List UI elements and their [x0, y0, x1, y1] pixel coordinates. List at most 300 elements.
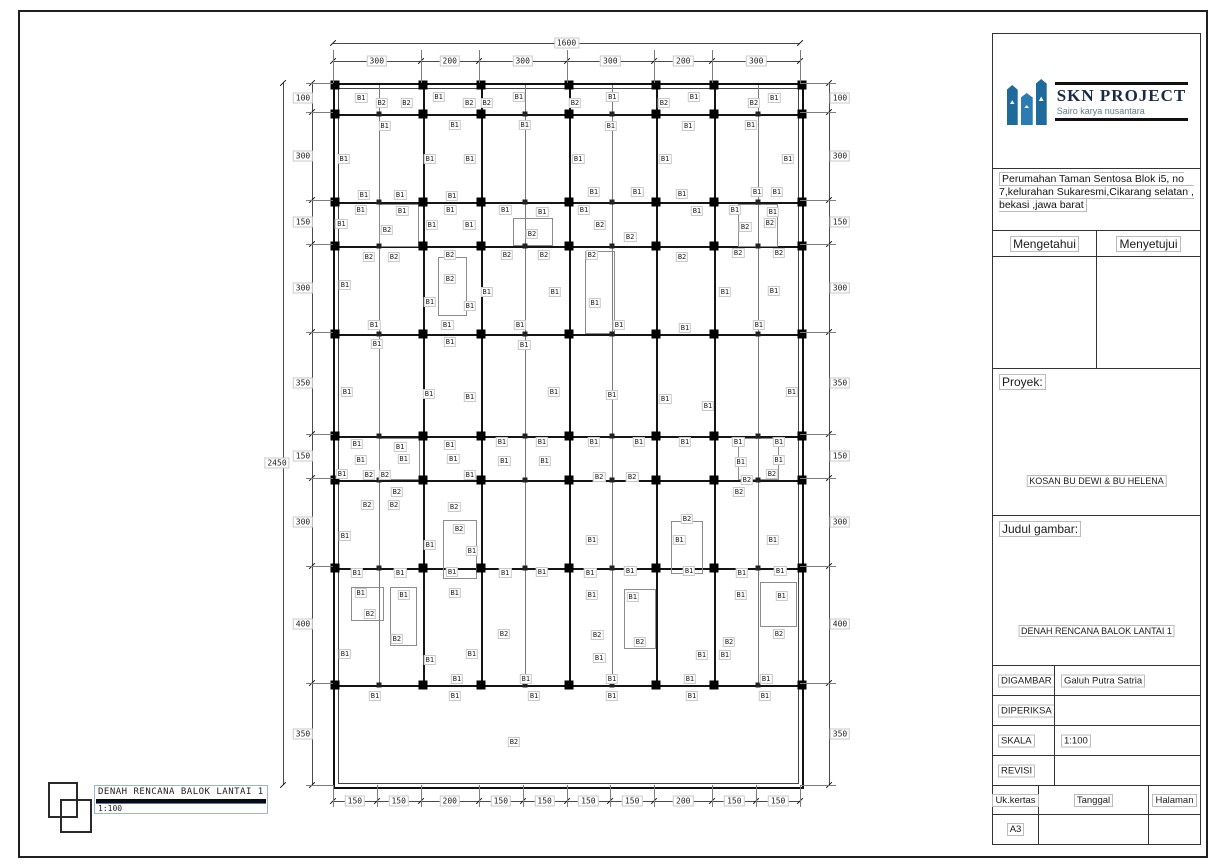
secondary-beam-outline [438, 257, 467, 316]
beam-label-b2: B2 [392, 488, 402, 497]
dim-top-seg: 300 [746, 56, 766, 67]
beam-label-b2: B2 [449, 503, 459, 512]
column-marker [652, 432, 661, 441]
dim-right-seg: 150 [830, 450, 850, 461]
beam-label-b1: B1 [339, 155, 348, 163]
beam-label-b1: B1 [550, 287, 559, 296]
beam-label-b1: B1 [746, 121, 756, 130]
diperiksa-label: DIPERIKSA [998, 704, 1055, 717]
beam-label-b1: B1 [720, 651, 730, 660]
beam-label-b2: B2 [465, 98, 474, 107]
beam-label-b2: B2 [539, 250, 549, 259]
beam-label-b1: B1 [579, 205, 589, 214]
dim-ext-left [306, 112, 333, 113]
column-marker [564, 81, 573, 90]
column-marker-small [610, 565, 615, 570]
table-row-diperiksa [993, 696, 1200, 726]
beam-label-b1: B1 [445, 337, 455, 346]
beam-label-b1: B1 [445, 441, 455, 450]
dim-ext-left [306, 244, 333, 245]
column-marker [564, 432, 573, 441]
secondary-beam-outline [760, 582, 797, 626]
dim-bottom-seg: 150 [388, 796, 408, 807]
column-marker [418, 110, 427, 119]
column-marker [652, 81, 661, 90]
column-marker-small [376, 243, 381, 248]
column-marker [652, 329, 661, 338]
dim-ext-left [306, 785, 333, 786]
dim-ext-right [800, 683, 836, 684]
digambar-value: Galuh Putra Satria [1061, 674, 1145, 687]
beam-label-b1: B1 [427, 220, 437, 229]
dim-ext-bottom [567, 785, 568, 807]
beam-label-b1: B1 [529, 692, 539, 701]
dim-ext-top [800, 50, 801, 83]
beam-label-b1: B1 [607, 675, 617, 684]
column-marker [798, 475, 807, 484]
beam-label-b1: B1 [467, 546, 477, 555]
beam-label-b1: B1 [482, 287, 491, 296]
beam-label-b1: B1 [372, 339, 382, 348]
beam-label-b2: B2 [749, 99, 759, 108]
dim-ext-left [306, 434, 333, 435]
beam-label-b2: B2 [587, 250, 597, 259]
column-marker [710, 475, 719, 484]
dim-ext-bottom [523, 785, 524, 807]
beam-label-b1: B1 [769, 286, 779, 295]
column-marker-small [376, 200, 381, 205]
dim-top-seg: 300 [367, 56, 387, 67]
beam-label-b1: B1 [634, 438, 644, 447]
beam-label-b2: B2 [625, 232, 635, 241]
dim-ext-left [306, 83, 333, 84]
beam-label-b1: B1 [359, 190, 369, 199]
column-marker [418, 329, 427, 338]
beam-label-b1: B1 [697, 651, 707, 660]
beam-label-b1: B1 [754, 320, 764, 329]
dim-right-seg: 150 [830, 216, 850, 227]
column-marker [476, 110, 485, 119]
column-marker [476, 241, 485, 250]
main-beam-vertical [569, 85, 571, 685]
column-marker [652, 563, 661, 572]
signature-cell-left [993, 257, 1097, 368]
beam-label-b1: B1 [730, 205, 740, 214]
beam-label-b1: B1 [399, 591, 408, 600]
column-marker [798, 329, 807, 338]
column-marker [798, 81, 807, 90]
beam-label-b1: B1 [692, 206, 702, 215]
beam-label-b1: B1 [340, 280, 350, 289]
beam-label-b1: B1 [356, 455, 365, 464]
beam-label-b1: B1 [515, 320, 525, 329]
column-marker [710, 329, 719, 338]
column-marker-small [376, 565, 381, 570]
beam-label-b1: B1 [465, 220, 474, 229]
beam-label-b1: B1 [465, 155, 475, 163]
column-marker-small [522, 243, 527, 248]
beam-label-b1: B1 [703, 401, 713, 410]
beam-label-b1: B1 [768, 207, 778, 216]
main-beam-vertical [656, 85, 658, 685]
beam-label-b2: B2 [364, 252, 374, 261]
column-marker [564, 563, 573, 572]
column-marker-small [756, 200, 761, 205]
beam-label-b2: B2 [509, 737, 519, 746]
dim-left-seg: 350 [293, 377, 313, 388]
beam-label-b1: B1 [465, 301, 475, 310]
beam-label-b1: B1 [497, 438, 507, 447]
column-marker-small [756, 243, 761, 248]
beam-label-b1: B1 [608, 93, 617, 102]
secondary-beam-vertical [612, 85, 613, 685]
beam-label-b1: B1 [737, 568, 747, 577]
column-marker [418, 432, 427, 441]
dim-ext-top [567, 50, 568, 83]
beam-label-b2: B2 [392, 635, 402, 644]
beam-label-b1: B1 [589, 437, 599, 446]
beam-label-b1: B1 [450, 692, 460, 701]
beam-label-b1: B1 [768, 535, 778, 544]
beam-label-b1: B1 [720, 287, 730, 296]
beam-label-b1: B1 [434, 93, 443, 102]
column-marker [652, 241, 661, 250]
column-marker [652, 110, 661, 119]
beam-label-b2: B2 [502, 250, 512, 259]
column-marker-small [522, 565, 527, 570]
column-marker [564, 241, 573, 250]
column-marker [710, 81, 719, 90]
main-beam-vertical [714, 85, 716, 685]
beam-label-b2: B2 [402, 98, 411, 107]
paper-size-label: Uk.kertas [992, 794, 1038, 807]
beam-label-b2: B2 [594, 472, 604, 481]
dim-total-height: 2450 [264, 458, 289, 469]
column-marker [710, 241, 719, 250]
beam-label-b1: B1 [752, 188, 762, 197]
beam-label-b1: B1 [590, 298, 599, 307]
beam-label-b1: B1 [500, 205, 510, 214]
beam-label-b1: B1 [540, 456, 549, 465]
dim-ext-top [654, 50, 655, 83]
column-marker [564, 110, 573, 119]
column-marker-small [610, 200, 615, 205]
dim-bottom-seg: 200 [440, 796, 460, 807]
dim-ext-bottom [756, 785, 757, 807]
dim-ext-bottom [712, 785, 713, 807]
beam-label-b1: B1 [537, 568, 547, 576]
beam-label-b2: B2 [389, 501, 399, 510]
column-marker [331, 680, 340, 689]
column-marker [331, 81, 340, 90]
column-marker [331, 241, 340, 250]
dim-left-seg: 150 [293, 450, 313, 461]
beam-label-b1: B1 [425, 656, 435, 665]
beam-label-b1: B1 [677, 189, 687, 198]
beam-label-b2: B2 [635, 638, 645, 647]
skala-label: SKALA [998, 734, 1035, 747]
dim-bottom-seg: 150 [491, 796, 511, 807]
beam-label-b1: B1 [683, 121, 693, 130]
dim-ext-left [306, 200, 333, 201]
column-marker [798, 680, 807, 689]
beam-label-b1: B1 [628, 593, 637, 602]
project-section [993, 369, 1200, 516]
dim-ext-left [306, 683, 333, 684]
table-row-digambar [993, 666, 1200, 696]
dim-ext-right [800, 434, 836, 435]
beam-label-b2: B2 [377, 98, 386, 107]
dim-bottom-seg: 150 [534, 796, 554, 807]
beam-label-b1: B1 [573, 155, 583, 163]
beam-label-b1: B1 [770, 94, 779, 103]
dim-bottom-seg: 150 [345, 796, 365, 807]
beam-label-b1: B1 [465, 471, 475, 480]
column-marker [798, 563, 807, 572]
beam-label-b1: B1 [537, 438, 547, 447]
dim-left-seg: 300 [293, 516, 313, 527]
beam-label-b1: B1 [520, 121, 529, 130]
dim-right-seg: 300 [830, 516, 850, 527]
approve-left-label: Mengetahui [1010, 236, 1079, 252]
dim-line-left-total [283, 83, 284, 785]
column-marker-small [376, 434, 381, 439]
address-cell [993, 169, 1200, 231]
beam-label-b1: B1 [607, 390, 617, 399]
beam-label-b1: B1 [587, 591, 597, 600]
dim-right-seg: 400 [830, 619, 850, 630]
column-marker [476, 563, 485, 572]
beam-label-b1: B1 [369, 320, 379, 329]
dim-left-seg: 350 [293, 728, 313, 739]
beam-label-b2: B2 [774, 630, 784, 639]
beam-label-b2: B2 [527, 229, 537, 238]
column-marker [798, 432, 807, 441]
beam-label-b1: B1 [448, 454, 458, 463]
beam-label-b1: B1 [680, 323, 690, 332]
beam-label-b1: B1 [775, 567, 785, 576]
column-marker-small [610, 477, 615, 482]
dim-ext-right [800, 112, 836, 113]
dim-ext-bottom [654, 785, 655, 807]
beam-label-b2: B2 [724, 638, 734, 647]
beam-label-b1: B1 [452, 675, 462, 684]
column-marker-small [610, 331, 615, 336]
dim-top-seg: 300 [512, 56, 532, 67]
beam-label-b2: B2 [454, 525, 464, 533]
caption-text-box[interactable] [94, 785, 268, 814]
dim-ext-right [800, 83, 836, 84]
column-marker [418, 680, 427, 689]
digambar-label: DIGAMBAR [998, 674, 1055, 687]
column-marker [331, 198, 340, 207]
column-marker [564, 329, 573, 338]
column-marker [331, 329, 340, 338]
beam-label-b2: B2 [765, 218, 775, 227]
caption-square-icon-front [60, 799, 92, 833]
beam-label-b1: B1 [549, 388, 559, 397]
footer-value-row [993, 815, 1200, 844]
beam-label-b1: B1 [761, 675, 771, 684]
column-marker [418, 241, 427, 250]
beam-label-b1: B1 [772, 188, 782, 197]
beam-label-b1: B1 [356, 205, 365, 214]
dim-bottom-seg: 150 [724, 796, 744, 807]
beam-label-b1: B1 [397, 207, 407, 216]
floor-plan-canvas [333, 83, 804, 789]
column-marker [476, 680, 485, 689]
beam-label-b2: B2 [362, 501, 372, 510]
column-marker [476, 81, 485, 90]
beam-label-b1: B1 [684, 567, 694, 576]
column-marker [652, 475, 661, 484]
dim-bottom-seg: 150 [578, 796, 598, 807]
beam-label-b1: B1 [446, 205, 455, 214]
beam-label-b1: B1 [447, 568, 457, 576]
beam-label-b1: B1 [660, 394, 670, 403]
dim-right-seg: 300 [830, 151, 850, 162]
beam-label-b1: B1 [399, 454, 408, 463]
column-marker [564, 198, 573, 207]
column-marker-small [610, 243, 615, 248]
column-marker [564, 680, 573, 689]
dim-bottom-seg: 150 [622, 796, 642, 807]
caption-title: DENAH RENCANA BALOK LANTAI 1 [98, 787, 264, 797]
beam-label-b1: B1 [774, 438, 784, 447]
column-marker [476, 432, 485, 441]
beam-label-b1: B1 [467, 650, 477, 659]
column-marker [331, 563, 340, 572]
column-marker [710, 563, 719, 572]
beam-label-b1: B1 [450, 589, 459, 598]
drawing-title-section [993, 516, 1200, 666]
beam-label-b1: B1 [733, 438, 743, 447]
dim-left-seg: 150 [293, 216, 313, 227]
beam-label-b1: B1 [614, 320, 624, 329]
beam-label-b1: B1 [787, 388, 796, 397]
column-marker [476, 475, 485, 484]
beam-label-b2: B2 [389, 252, 399, 261]
column-marker [564, 475, 573, 484]
date-label: Tanggal [1074, 794, 1113, 807]
column-marker-small [522, 331, 527, 336]
column-marker [418, 81, 427, 90]
dim-ext-top [479, 50, 480, 83]
dim-ext-bottom [421, 785, 422, 807]
beam-label-b2: B2 [482, 98, 491, 107]
beam-label-b1: B1 [675, 535, 684, 544]
dim-bottom-seg: 200 [673, 796, 693, 807]
column-marker-small [376, 331, 381, 336]
beam-label-b1: B1 [425, 155, 435, 163]
beam-label-b1: B1 [342, 388, 352, 397]
dim-ext-right [800, 200, 836, 201]
beam-label-b2: B2 [380, 471, 390, 480]
beam-label-b1: B1 [689, 93, 699, 102]
dim-ext-bottom [800, 785, 801, 807]
beam-label-b1: B1 [606, 121, 616, 130]
dim-ext-bottom [333, 785, 334, 807]
beam-label-b2: B2 [445, 250, 455, 259]
column-marker [418, 475, 427, 484]
dim-ext-right [800, 332, 836, 333]
project-label: Proyek: [999, 374, 1046, 390]
column-marker-small [756, 331, 761, 336]
beam-label-b1: B1 [500, 568, 510, 577]
brand-text [1055, 82, 1189, 121]
beam-label-b1: B1 [425, 541, 435, 550]
beam-label-b2: B2 [627, 472, 637, 481]
brand-tagline: Sairo karya nusantara [1056, 105, 1145, 116]
beam-label-b1: B1 [424, 389, 434, 398]
beam-label-b2: B2 [659, 99, 669, 108]
column-marker-small [610, 434, 615, 439]
main-beam-vertical [481, 85, 483, 685]
column-marker [652, 680, 661, 689]
footer-header-row [993, 786, 1200, 815]
skala-value: 1:100 [1061, 734, 1091, 747]
beam-label-b1: B1 [585, 568, 595, 577]
column-marker-small [376, 682, 381, 687]
brand-name: SKN PROJECT [1056, 85, 1187, 105]
metadata-table [993, 666, 1200, 786]
beam-label-b1: B1 [340, 532, 350, 541]
beam-label-b1: B1 [356, 589, 365, 598]
address-text: Perumahan Taman Sentosa Blok i5, no 7,kelurahan Sukaresmi,Cikarang selatan , bekasi ,jawa barat [999, 173, 1194, 211]
approve-right-label: Menyetujui [1116, 236, 1180, 252]
column-marker [798, 110, 807, 119]
beam-label-b2: B2 [742, 475, 752, 484]
column-marker-small [522, 477, 527, 482]
title-block [992, 33, 1201, 845]
beam-label-b1: B1 [589, 188, 599, 197]
beam-label-b1: B1 [736, 591, 745, 600]
beam-label-b1: B1 [425, 298, 435, 307]
beam-label-b2: B2 [570, 99, 580, 108]
beam-label-b1: B1 [587, 535, 597, 544]
beam-label-b1: B1 [395, 568, 405, 577]
dim-ext-right [800, 566, 836, 567]
column-marker-small [522, 112, 527, 117]
skn-towers-icon [1005, 75, 1049, 127]
beam-label-b1: B1 [465, 393, 475, 402]
beam-label-b2: B2 [365, 610, 375, 619]
beam-label-b1: B1 [594, 654, 604, 663]
column-marker-small [522, 200, 527, 205]
beam-label-b1: B1 [450, 120, 459, 129]
signature-row [993, 257, 1200, 369]
secondary-beam-vertical [525, 85, 526, 685]
beam-label-b2: B2 [595, 220, 605, 229]
beam-label-b1: B1 [783, 155, 793, 163]
dim-ext-top [421, 50, 422, 83]
revisi-label: REVISI [998, 764, 1035, 777]
beam-label-b1: B1 [352, 440, 362, 449]
beam-label-b1: B1 [514, 93, 524, 102]
company-logo [1005, 75, 1189, 127]
dim-left-seg: 100 [293, 92, 313, 103]
beam-label-b1: B1 [736, 458, 745, 467]
beam-label-b1: B1 [380, 121, 389, 130]
secondary-beam-outline [585, 251, 615, 333]
beam-label-b2: B2 [382, 226, 392, 235]
beam-label-b1: B1 [395, 190, 405, 199]
dim-total-width: 1600 [554, 38, 579, 49]
dim-ext-left [306, 478, 333, 479]
beam-label-b1: B1 [357, 94, 366, 103]
beam-label-b1: B1 [442, 320, 452, 329]
beam-label-b2: B2 [677, 252, 687, 261]
